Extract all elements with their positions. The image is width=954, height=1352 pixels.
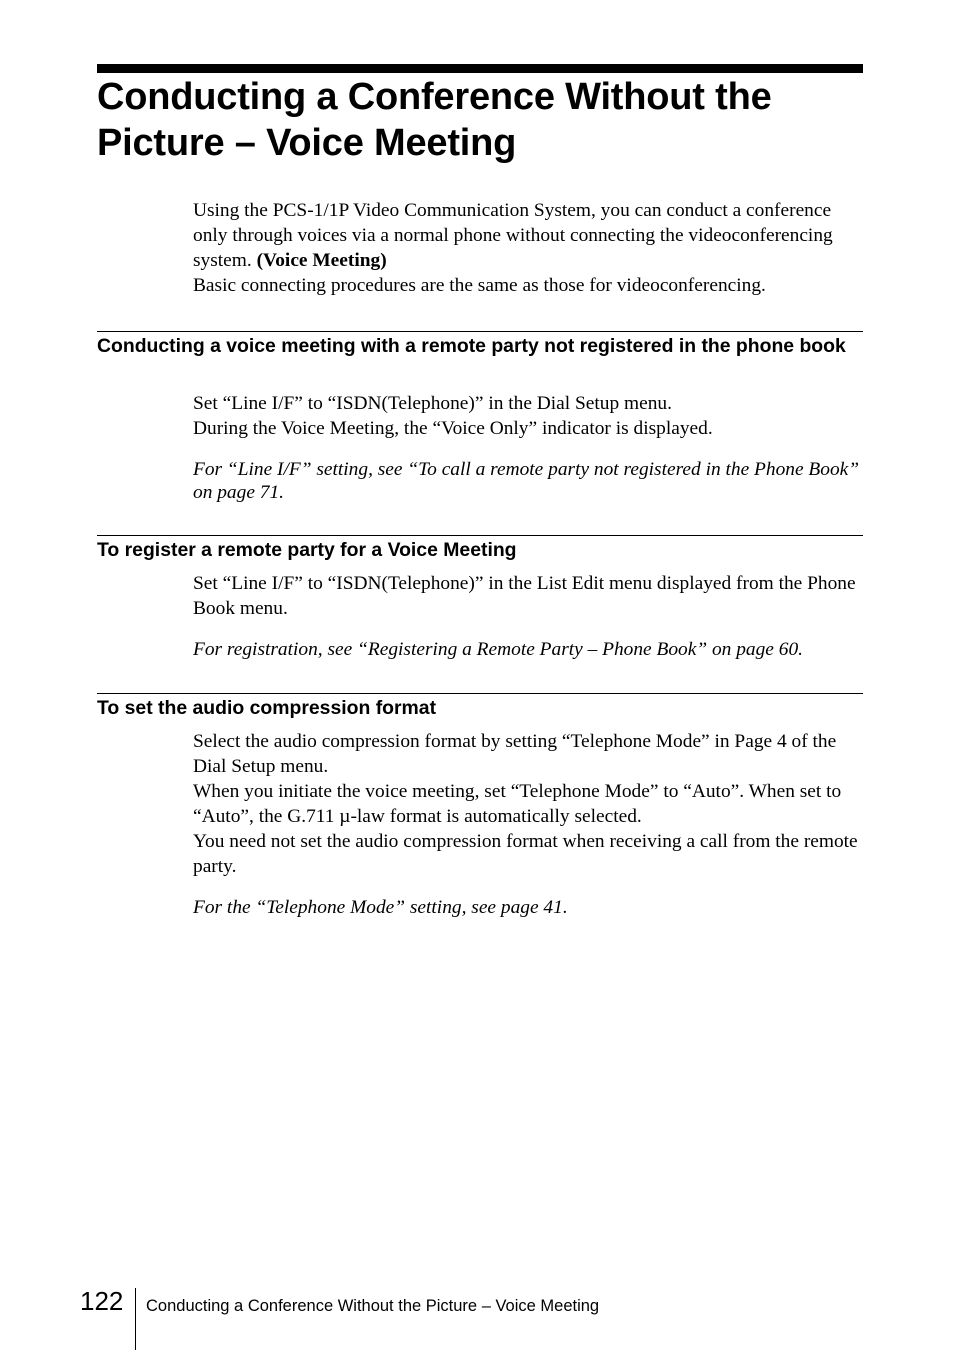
section-rule-3 — [97, 693, 863, 694]
footer-divider — [135, 1288, 136, 1350]
section-heading-3: To set the audio compression format — [97, 697, 437, 719]
section-3-note: For the “Telephone Mode” setting, see page 41. — [193, 897, 568, 918]
section-1-line-1: Set “Line I/F” to “ISDN(Telephone)” in the Dial Setup menu. — [193, 393, 672, 414]
section-2-line-1: Set “Line I/F” to “ISDN(Telephone)” in the List Edit menu displayed from the Phone Book menu. — [193, 573, 856, 619]
section-heading-1: Conducting a voice meeting with a remote party not registered in the phone book — [97, 335, 846, 357]
section-1-body — [193, 391, 865, 441]
page-title: Conducting a Conference Without the Picture – Voice Meeting — [97, 76, 772, 164]
section-3-line-2: When you initiate the voice meeting, set “Telephone Mode” to “Auto”. When set to “Auto”, the G.711 µ-law format is automatically selected. — [193, 781, 842, 827]
section-rule-1 — [97, 331, 863, 332]
page-number: 122 — [80, 1286, 124, 1316]
section-1-note: For “Line I/F” setting, see “To call a remote party not registered in the Phone Book” on page 71. — [193, 459, 860, 503]
footer-running-title: Conducting a Conference Without the Picture – Voice Meeting — [146, 1297, 600, 1315]
intro-text-2: Basic connecting procedures are the same as those for videoconferencing. — [193, 275, 766, 296]
title-rule — [97, 64, 863, 73]
intro-paragraph — [193, 198, 865, 298]
section-3-line-3: You need not set the audio compression format when receiving a call from the remote party. — [193, 831, 858, 877]
section-3-line-1: Select the audio compression format by setting “Telephone Mode” in Page 4 of the Dial Setup menu. — [193, 731, 837, 777]
intro-bold-term: (Voice Meeting) — [256, 250, 387, 271]
section-2-note: For registration, see “Registering a Remote Party – Phone Book” on page 60. — [193, 639, 803, 660]
section-heading-2: To register a remote party for a Voice Meeting — [97, 539, 517, 561]
section-rule-2 — [97, 535, 863, 536]
section-1-line-2: During the Voice Meeting, the “Voice Only” indicator is displayed. — [193, 418, 713, 439]
section-3-body — [193, 729, 865, 879]
intro-text: Using the PCS-1/1P Video Communication System, you can conduct a conference only through voices via a normal phone without connecting the videoconferencing system. — [193, 200, 833, 271]
section-2-body — [193, 571, 865, 621]
